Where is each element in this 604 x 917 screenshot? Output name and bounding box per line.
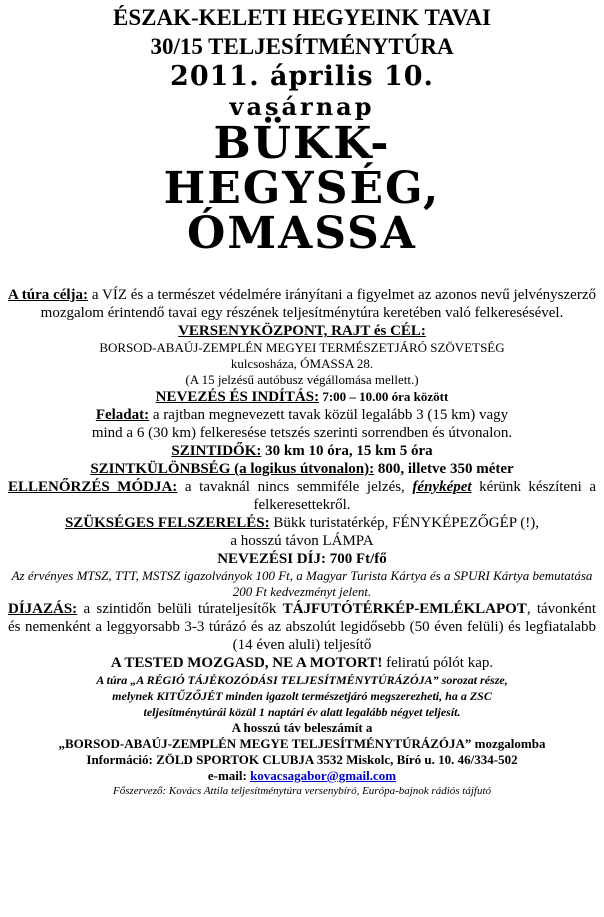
center-address-2: kulcsosháza, ÓMASSA 28.: [230, 356, 374, 371]
goal-text: a VÍZ és a természet védelmére irányítani a figyelmet az azonos nevű jelvényszerző mozgalom érintendő tavai egy részének teljesítménytúra keretében való felkeresésével.: [40, 287, 596, 321]
email-line: [0, 768, 604, 784]
fee-label: NEVEZÉSI DÍJ: 700 Ft/fő: [217, 551, 387, 567]
control-text-2: kérünk készíteni a felkeresettekről.: [253, 479, 596, 513]
center-address-3: (A 15 jelzésű autóbusz végállomása mellett.): [185, 372, 419, 387]
task-text-1: a rajtban megnevezett tavak közül legalább 3 (15 km) vagy: [149, 407, 509, 423]
center-address-1: BORSOD-ABAÚJ-ZEMPLÉN MEGYEI TERMÉSZETJÁRÓ SZÖVETSÉG: [99, 340, 505, 355]
award-shirt-line: [0, 654, 604, 672]
equipment-label: SZÜKSÉGES FELSZERELÉS:: [64, 515, 270, 531]
equipment-line-1: [0, 514, 604, 532]
email-label: e-mail:: [207, 768, 251, 783]
times-text: 30 km 10 óra, 15 km 5 óra: [261, 443, 433, 459]
equipment-line-2: a hosszú távon LÁMPA: [230, 533, 374, 549]
award-text-1: a szintidőn belüli túrateljesítők: [77, 601, 283, 617]
entry-time: 7:00 – 10.00 óra között: [319, 389, 449, 404]
long-line-1: A hosszú táv beleszámít a: [231, 720, 373, 735]
flyer-body: [0, 286, 604, 798]
title-line-1: ÉSZAK-KELETI HEGYEINK TAVAI: [113, 5, 491, 30]
flyer-header: [0, 3, 604, 259]
event-date: 2011. április 10.: [170, 61, 434, 92]
event-weekday: vasárnap: [229, 92, 375, 121]
control-paragraph: [0, 478, 604, 514]
long-line-2: „BORSOD-ABAÚJ-ZEMPLÉN MEGYE TELJESÍTMÉNYTÚRÁZÓJA” mozgalomba: [58, 736, 546, 751]
location-line-1: BÜKK-: [213, 118, 391, 169]
times-label: SZINTIDŐK:: [171, 443, 262, 459]
award-paragraph: [0, 600, 604, 654]
control-text-1: a tavaknál nincs semmiféle jelzés,: [177, 479, 413, 495]
organizer-line: Főszervező: Kovács Attila teljesítménytúra versenybíró, Európa-bajnok rádiós tájfutó: [112, 785, 492, 797]
entry-line: [0, 388, 604, 406]
task-line-1: [0, 406, 604, 424]
times-line: [0, 442, 604, 460]
goal-label: A túra célja:: [8, 287, 89, 303]
award-map: TÁJFUTÓTÉRKÉP-EMLÉKLAPOT: [282, 601, 527, 617]
award-label: DÍJAZÁS:: [8, 601, 78, 617]
email-link[interactable]: kovacsagabor@gmail.com: [250, 768, 397, 783]
elevation-label: SZINTKÜLÖNBSÉG (a logikus útvonalon):: [90, 461, 375, 477]
equipment-text-1: Bükk turistatérkép, FÉNYKÉPEZŐGÉP (!),: [269, 515, 540, 531]
task-label: Feladat:: [95, 407, 150, 423]
center-label: VERSENYKÖZPONT, RAJT és CÉL:: [178, 323, 426, 339]
fee-note: Az érvényes MTSZ, TTT, MSTSZ igazolványok 100 Ft, a Magyar Turista Kártya és a SPURI Kártya bemutatása 200 Ft kedvezményt jelent.: [11, 568, 593, 599]
goal-paragraph: [0, 286, 604, 322]
award-slogan: A TESTED MOZGASD, NE A MOTORT!: [110, 655, 383, 671]
series-line-3: teljesítménytúrái közül 1 naptári év alatt legalább négyet teljesít.: [143, 705, 461, 719]
info-line: Információ: ZÖLD SPORTOK CLUBJA 3532 Miskolc, Bíró u. 10. 46/334-502: [86, 752, 518, 767]
elevation-text: 800, illetve 350 méter: [374, 461, 514, 477]
award-text-2: , távonként és nemenként a leggyorsabb 3-3 túrázó és az abszolút legidősebb (50 éven felüli) és legfiatalabb (14 éven aluli) teljesítő: [8, 601, 596, 653]
award-text-3: feliratú pólót kap.: [382, 655, 494, 671]
location-line-2: HEGYSÉG,: [163, 163, 441, 214]
control-label: ELLENŐRZÉS MÓDJA:: [8, 479, 178, 495]
task-line-2: mind a 6 (30 km) felkeresése tetszés szerinti sorrendben és útvonalon.: [91, 425, 513, 441]
entry-label: NEVEZÉS ÉS INDÍTÁS:: [155, 389, 320, 405]
series-line-1: A túra „A RÉGIÓ TÁJÉKOZÓDÁSI TELJESÍTMÉNYTÚRÁZÓJA” sorozat része,: [96, 673, 508, 687]
elevation-line: [0, 460, 604, 478]
control-photo: fényképet: [412, 479, 472, 495]
location-line-3: ÓMASSA: [187, 208, 417, 259]
series-line-2: melynek KITŰZŐJÉT minden igazolt természetjáró megszerezheti, ha a ZSC: [112, 689, 492, 703]
title-line-2: 30/15 TELJESÍTMÉNYTÚRA: [150, 34, 454, 59]
